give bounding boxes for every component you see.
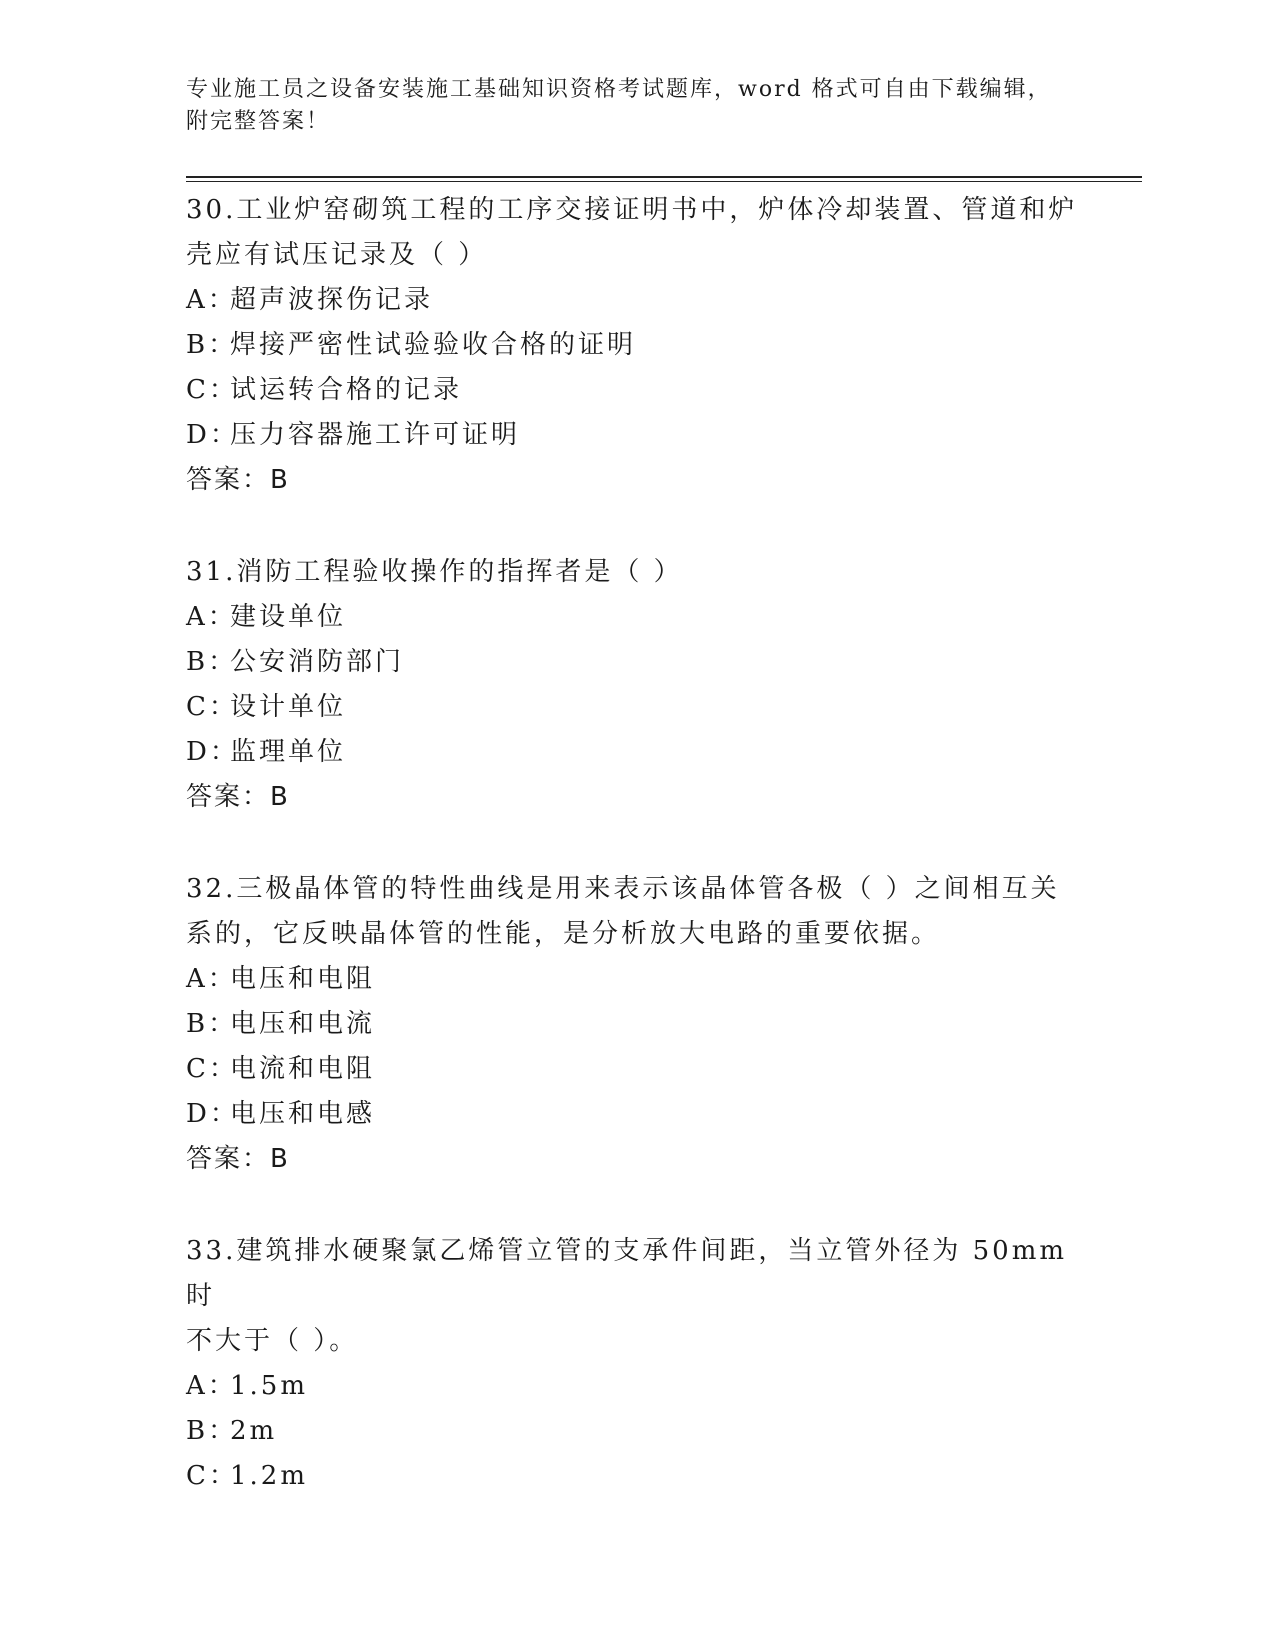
answer-option xyxy=(186,1002,1086,1047)
option-text: 设计单位 xyxy=(230,692,347,722)
option-key: A： xyxy=(186,1371,237,1401)
option-text: 焊接严密性试验验收合格的证明 xyxy=(230,330,637,360)
answer-option xyxy=(186,323,1086,368)
option-key: C： xyxy=(186,375,238,405)
question-stem-line: 31.消防工程验收操作的指挥者是（ ） xyxy=(186,557,683,587)
option-text: 电流和电阻 xyxy=(230,1054,376,1084)
option-text: 电压和电感 xyxy=(230,1099,376,1129)
header-line-2: 附完整答案！ xyxy=(186,109,331,134)
answer-option xyxy=(186,1409,1086,1454)
document-header xyxy=(186,74,1066,138)
question-block xyxy=(186,867,1086,1182)
option-key: D： xyxy=(186,737,239,767)
option-key: A： xyxy=(186,285,237,315)
question-stem-line: 33.建筑排水硬聚氯乙烯管立管的支承件间距，当立管外径为 50mm 时 xyxy=(186,1236,1068,1311)
option-text: 超声波探伤记录 xyxy=(230,285,434,315)
question-block xyxy=(186,1229,1086,1499)
option-key: C： xyxy=(186,1054,238,1084)
option-key: B： xyxy=(186,1416,238,1446)
answer-option xyxy=(186,1092,1086,1137)
question-stem-line: 壳应有试压记录及（ ） xyxy=(186,240,488,270)
question-stem-line: 系的，它反映晶体管的性能，是分析放大电路的重要依据。 xyxy=(186,919,941,949)
answer-option xyxy=(186,685,1086,730)
option-key: B： xyxy=(186,1009,238,1039)
option-text: 1.2m xyxy=(230,1461,309,1491)
option-text: 1.5m xyxy=(230,1371,309,1401)
header-rule-thin xyxy=(186,181,1142,182)
answer-line: 答案：B xyxy=(186,465,290,495)
answer-option xyxy=(186,368,1086,413)
option-key: B： xyxy=(186,647,238,677)
answer-option xyxy=(186,730,1086,775)
option-key: A： xyxy=(186,602,237,632)
option-text: 2m xyxy=(230,1416,278,1446)
option-key: A： xyxy=(186,964,237,994)
answer-option xyxy=(186,1364,1086,1409)
answer-option xyxy=(186,957,1086,1002)
answer-option xyxy=(186,640,1086,685)
question-block xyxy=(186,188,1086,503)
question-stem-line: 32.三极晶体管的特性曲线是用来表示该晶体管各极（ ）之间相互关 xyxy=(186,874,1060,904)
option-text: 电压和电阻 xyxy=(230,964,376,994)
answer-option xyxy=(186,595,1086,640)
answer-line: 答案：B xyxy=(186,782,290,812)
option-key: B： xyxy=(186,330,238,360)
option-key: C： xyxy=(186,692,238,722)
answer-option xyxy=(186,413,1086,458)
option-text: 监理单位 xyxy=(230,737,347,767)
option-text: 建设单位 xyxy=(230,602,347,632)
option-key: D： xyxy=(186,1099,239,1129)
option-text: 公安消防部门 xyxy=(230,647,405,677)
header-line-1: 专业施工员之设备安装施工基础知识资格考试题库，word 格式可自由下载编辑， xyxy=(186,77,1052,102)
question-block xyxy=(186,550,1086,820)
header-rule-thick xyxy=(186,176,1142,178)
option-key: D： xyxy=(186,420,239,450)
question-stem-line: 不大于（ ）。 xyxy=(186,1326,359,1356)
question-stem-line: 30.工业炉窑砌筑工程的工序交接证明书中，炉体冷却装置、管道和炉 xyxy=(186,195,1078,225)
option-text: 试运转合格的记录 xyxy=(230,375,463,405)
question-list xyxy=(186,188,1086,1546)
answer-option xyxy=(186,1454,1086,1499)
answer-option xyxy=(186,1047,1086,1092)
answer-line: 答案：B xyxy=(186,1144,290,1174)
answer-option xyxy=(186,278,1086,323)
option-text: 压力容器施工许可证明 xyxy=(230,420,521,450)
option-key: C： xyxy=(186,1461,238,1491)
option-text: 电压和电流 xyxy=(230,1009,376,1039)
